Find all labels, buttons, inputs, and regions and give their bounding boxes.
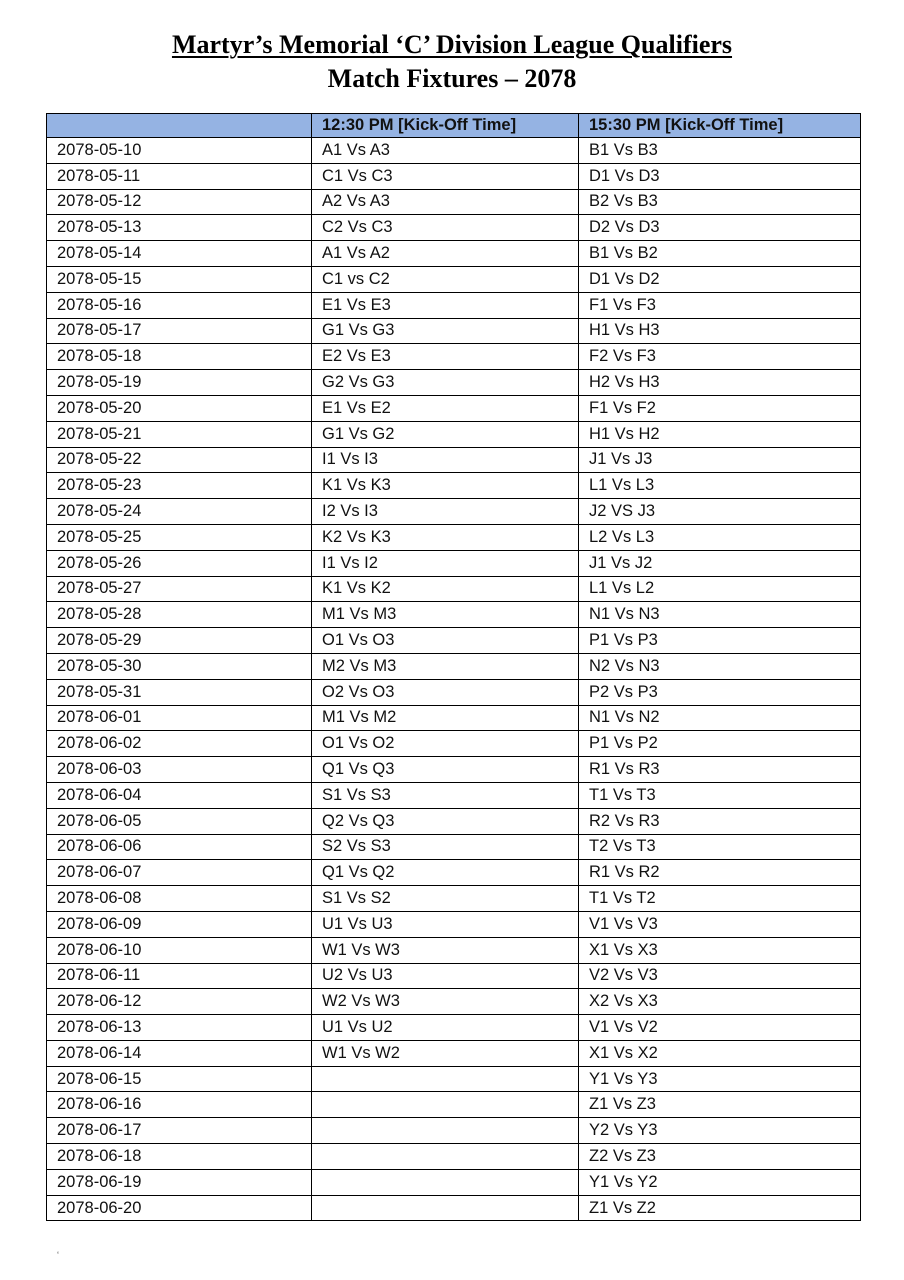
table-row xyxy=(47,576,861,602)
date-cell: 2078-05-29 xyxy=(47,628,312,654)
table-row xyxy=(47,731,861,757)
date-cell: 2078-06-20 xyxy=(47,1195,312,1221)
late-match-cell: R1 Vs R3 xyxy=(579,757,861,783)
date-cell: 2078-05-31 xyxy=(47,679,312,705)
date-cell: 2078-05-13 xyxy=(47,215,312,241)
late-match-cell: V2 Vs V3 xyxy=(579,963,861,989)
table-row xyxy=(47,602,861,628)
early-match-cell: A1 Vs A3 xyxy=(312,138,579,164)
late-match-cell: B1 Vs B2 xyxy=(579,241,861,267)
table-row xyxy=(47,653,861,679)
date-cell: 2078-06-03 xyxy=(47,757,312,783)
early-match-cell xyxy=(312,1144,579,1170)
table-row xyxy=(47,1092,861,1118)
late-match-cell: V1 Vs V2 xyxy=(579,1015,861,1041)
date-cell: 2078-05-26 xyxy=(47,550,312,576)
date-cell: 2078-05-28 xyxy=(47,602,312,628)
date-cell: 2078-05-20 xyxy=(47,395,312,421)
date-cell: 2078-06-06 xyxy=(47,834,312,860)
table-row xyxy=(47,937,861,963)
footnote-mark: ‘ xyxy=(57,1250,59,1260)
table-row xyxy=(47,1144,861,1170)
late-match-cell: P1 Vs P3 xyxy=(579,628,861,654)
date-cell: 2078-06-11 xyxy=(47,963,312,989)
early-match-cell: O1 Vs O3 xyxy=(312,628,579,654)
late-match-cell: T1 Vs T2 xyxy=(579,886,861,912)
date-cell: 2078-05-24 xyxy=(47,499,312,525)
late-match-cell: P1 Vs P2 xyxy=(579,731,861,757)
date-cell: 2078-05-15 xyxy=(47,266,312,292)
date-cell: 2078-06-15 xyxy=(47,1066,312,1092)
early-match-cell: E1 Vs E2 xyxy=(312,395,579,421)
date-cell: 2078-06-10 xyxy=(47,937,312,963)
date-cell: 2078-05-14 xyxy=(47,241,312,267)
late-match-cell: J1 Vs J2 xyxy=(579,550,861,576)
early-match-cell: C2 Vs C3 xyxy=(312,215,579,241)
table-row xyxy=(47,266,861,292)
table-row xyxy=(47,163,861,189)
table-row xyxy=(47,138,861,164)
table-row xyxy=(47,886,861,912)
early-match-cell: K2 Vs K3 xyxy=(312,524,579,550)
table-row xyxy=(47,911,861,937)
date-cell: 2078-06-07 xyxy=(47,860,312,886)
early-match-cell: I2 Vs I3 xyxy=(312,499,579,525)
table-row xyxy=(47,963,861,989)
date-cell: 2078-05-23 xyxy=(47,473,312,499)
early-match-cell: U1 Vs U3 xyxy=(312,911,579,937)
late-match-cell: F1 Vs F2 xyxy=(579,395,861,421)
early-match-cell: S1 Vs S3 xyxy=(312,782,579,808)
early-match-cell: G1 Vs G3 xyxy=(312,318,579,344)
late-match-cell: Y1 Vs Y2 xyxy=(579,1169,861,1195)
table-row xyxy=(47,395,861,421)
late-match-cell: P2 Vs P3 xyxy=(579,679,861,705)
table-row xyxy=(47,860,861,886)
early-match-cell: G2 Vs G3 xyxy=(312,370,579,396)
table-row xyxy=(47,1169,861,1195)
table-row xyxy=(47,989,861,1015)
table-row xyxy=(47,1015,861,1041)
late-match-cell: Z1 Vs Z3 xyxy=(579,1092,861,1118)
date-cell: 2078-05-12 xyxy=(47,189,312,215)
late-match-cell: H1 Vs H2 xyxy=(579,421,861,447)
late-match-cell: F2 Vs F3 xyxy=(579,344,861,370)
late-match-cell: T1 Vs T3 xyxy=(579,782,861,808)
early-match-cell: O2 Vs O3 xyxy=(312,679,579,705)
late-match-cell: X1 Vs X2 xyxy=(579,1040,861,1066)
table-header-row xyxy=(47,114,861,138)
late-match-cell: L2 Vs L3 xyxy=(579,524,861,550)
early-match-cell: M1 Vs M3 xyxy=(312,602,579,628)
early-match-cell: M1 Vs M2 xyxy=(312,705,579,731)
early-match-cell: E1 Vs E3 xyxy=(312,292,579,318)
date-cell: 2078-06-13 xyxy=(47,1015,312,1041)
table-row xyxy=(47,628,861,654)
date-cell: 2078-05-30 xyxy=(47,653,312,679)
table-row xyxy=(47,757,861,783)
table-row xyxy=(47,1118,861,1144)
table-row xyxy=(47,499,861,525)
date-cell: 2078-05-22 xyxy=(47,447,312,473)
late-match-cell: J1 Vs J3 xyxy=(579,447,861,473)
date-cell: 2078-05-11 xyxy=(47,163,312,189)
late-match-cell: X2 Vs X3 xyxy=(579,989,861,1015)
date-cell: 2078-05-16 xyxy=(47,292,312,318)
late-match-cell: D2 Vs D3 xyxy=(579,215,861,241)
early-match-cell: Q1 Vs Q2 xyxy=(312,860,579,886)
early-match-cell: Q2 Vs Q3 xyxy=(312,808,579,834)
date-cell: 2078-06-09 xyxy=(47,911,312,937)
late-match-cell: N1 Vs N3 xyxy=(579,602,861,628)
column-header-late-kickoff: 15:30 PM [Kick-Off Time] xyxy=(579,114,861,138)
date-cell: 2078-05-18 xyxy=(47,344,312,370)
early-match-cell: I1 Vs I2 xyxy=(312,550,579,576)
early-match-cell: C1 Vs C3 xyxy=(312,163,579,189)
early-match-cell xyxy=(312,1118,579,1144)
late-match-cell: D1 Vs D3 xyxy=(579,163,861,189)
late-match-cell: R2 Vs R3 xyxy=(579,808,861,834)
early-match-cell: O1 Vs O2 xyxy=(312,731,579,757)
date-cell: 2078-05-19 xyxy=(47,370,312,396)
late-match-cell: H1 Vs H3 xyxy=(579,318,861,344)
date-cell: 2078-06-05 xyxy=(47,808,312,834)
late-match-cell: Z1 Vs Z2 xyxy=(579,1195,861,1221)
early-match-cell: W1 Vs W3 xyxy=(312,937,579,963)
date-cell: 2078-06-01 xyxy=(47,705,312,731)
table-row xyxy=(47,550,861,576)
table-row xyxy=(47,524,861,550)
early-match-cell: S1 Vs S2 xyxy=(312,886,579,912)
date-cell: 2078-06-19 xyxy=(47,1169,312,1195)
early-match-cell: S2 Vs S3 xyxy=(312,834,579,860)
table-row xyxy=(47,447,861,473)
late-match-cell: N2 Vs N3 xyxy=(579,653,861,679)
fixtures-table-body xyxy=(47,138,861,1221)
early-match-cell: W2 Vs W3 xyxy=(312,989,579,1015)
early-match-cell xyxy=(312,1169,579,1195)
table-row xyxy=(47,834,861,860)
table-row xyxy=(47,189,861,215)
table-row xyxy=(47,705,861,731)
early-match-cell xyxy=(312,1066,579,1092)
date-cell: 2078-05-10 xyxy=(47,138,312,164)
late-match-cell: B2 Vs B3 xyxy=(579,189,861,215)
date-cell: 2078-05-25 xyxy=(47,524,312,550)
early-match-cell: E2 Vs E3 xyxy=(312,344,579,370)
early-match-cell: Q1 Vs Q3 xyxy=(312,757,579,783)
date-cell: 2078-06-12 xyxy=(47,989,312,1015)
early-match-cell: U2 Vs U3 xyxy=(312,963,579,989)
late-match-cell: V1 Vs V3 xyxy=(579,911,861,937)
early-match-cell: K1 Vs K3 xyxy=(312,473,579,499)
date-cell: 2078-06-08 xyxy=(47,886,312,912)
table-row xyxy=(47,421,861,447)
table-row xyxy=(47,344,861,370)
table-row xyxy=(47,473,861,499)
date-cell: 2078-06-02 xyxy=(47,731,312,757)
column-header-date xyxy=(47,114,312,138)
table-row xyxy=(47,808,861,834)
table-row xyxy=(47,292,861,318)
early-match-cell: K1 Vs K2 xyxy=(312,576,579,602)
table-row xyxy=(47,1040,861,1066)
early-match-cell: I1 Vs I3 xyxy=(312,447,579,473)
date-cell: 2078-05-27 xyxy=(47,576,312,602)
date-cell: 2078-06-14 xyxy=(47,1040,312,1066)
late-match-cell: F1 Vs F3 xyxy=(579,292,861,318)
late-match-cell: T2 Vs T3 xyxy=(579,834,861,860)
early-match-cell: U1 Vs U2 xyxy=(312,1015,579,1041)
late-match-cell: B1 Vs B3 xyxy=(579,138,861,164)
late-match-cell: X1 Vs X3 xyxy=(579,937,861,963)
table-row xyxy=(47,318,861,344)
column-header-early-kickoff: 12:30 PM [Kick-Off Time] xyxy=(312,114,579,138)
late-match-cell: Y1 Vs Y3 xyxy=(579,1066,861,1092)
document-subtitle: Match Fixtures – 2078 xyxy=(327,64,577,93)
late-match-cell: J2 VS J3 xyxy=(579,499,861,525)
fixtures-table xyxy=(46,113,861,1221)
early-match-cell: M2 Vs M3 xyxy=(312,653,579,679)
table-row xyxy=(47,215,861,241)
date-cell: 2078-05-17 xyxy=(47,318,312,344)
date-cell: 2078-06-16 xyxy=(47,1092,312,1118)
early-match-cell: A2 Vs A3 xyxy=(312,189,579,215)
late-match-cell: D1 Vs D2 xyxy=(579,266,861,292)
document-title: Martyr’s Memorial ‘C’ Division League Qualifiers xyxy=(171,30,733,59)
late-match-cell: L1 Vs L3 xyxy=(579,473,861,499)
early-match-cell: C1 vs C2 xyxy=(312,266,579,292)
early-match-cell xyxy=(312,1195,579,1221)
late-match-cell: R1 Vs R2 xyxy=(579,860,861,886)
early-match-cell xyxy=(312,1092,579,1118)
table-row xyxy=(47,241,861,267)
table-row xyxy=(47,679,861,705)
table-row xyxy=(47,1195,861,1221)
late-match-cell: N1 Vs N2 xyxy=(579,705,861,731)
late-match-cell: Z2 Vs Z3 xyxy=(579,1144,861,1170)
table-row xyxy=(47,370,861,396)
date-cell: 2078-06-04 xyxy=(47,782,312,808)
table-row xyxy=(47,782,861,808)
date-cell: 2078-06-17 xyxy=(47,1118,312,1144)
late-match-cell: Y2 Vs Y3 xyxy=(579,1118,861,1144)
late-match-cell: H2 Vs H3 xyxy=(579,370,861,396)
late-match-cell: L1 Vs L2 xyxy=(579,576,861,602)
date-cell: 2078-06-18 xyxy=(47,1144,312,1170)
early-match-cell: W1 Vs W2 xyxy=(312,1040,579,1066)
date-cell: 2078-05-21 xyxy=(47,421,312,447)
early-match-cell: A1 Vs A2 xyxy=(312,241,579,267)
table-row xyxy=(47,1066,861,1092)
early-match-cell: G1 Vs G2 xyxy=(312,421,579,447)
